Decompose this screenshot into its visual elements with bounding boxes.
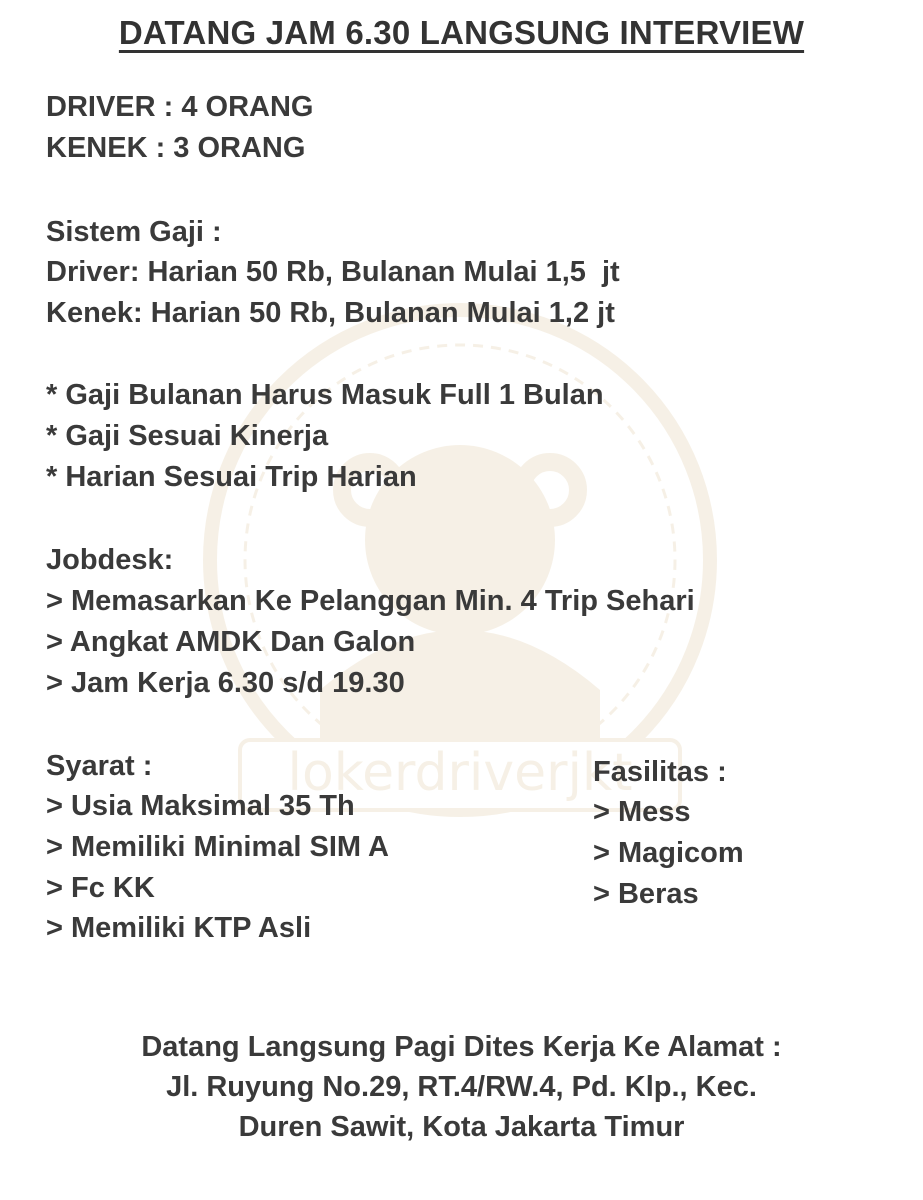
requirement-item: > Memiliki KTP Asli [46,912,312,944]
jobdesk-item: > Jam Kerja 6.30 s/d 19.30 [46,667,405,699]
salary-driver: Driver: Harian 50 Rb, Bulanan Mulai 1,5 jt [46,256,620,288]
note-item: * Harian Sesuai Trip Harian [46,461,417,493]
facility-item: > Mess [593,796,691,828]
address-city: Duren Sawit, Kota Jakarta Timur [238,1111,685,1143]
facility-item: > Magicom [593,837,744,869]
watermark-text: lokerdriverjkt [287,743,633,803]
kenek-count: KENEK : 3 ORANG [46,132,306,164]
address-intro: Datang Langsung Pagi Dites Kerja Ke Alamat : [141,1031,782,1063]
requirements-title: Syarat : [46,750,153,782]
driver-count: DRIVER : 4 ORANG [46,91,314,123]
page-title: DATANG JAM 6.30 LANGSUNG INTERVIEW [118,14,805,51]
jobdesk-item: > Memasarkan Ke Pelanggan Min. 4 Trip Sehari [46,585,695,617]
watermark-logo [200,270,720,830]
address-street: Jl. Ruyung No.29, RT.4/RW.4, Pd. Klp., Kec. [166,1071,757,1103]
facility-item: > Beras [593,878,699,910]
jobdesk-item: > Angkat AMDK Dan Galon [46,626,416,658]
salary-title: Sistem Gaji : [46,216,222,248]
requirement-item: > Fc KK [46,872,155,904]
requirement-item: > Memiliki Minimal SIM A [46,831,389,863]
requirement-item: > Usia Maksimal 35 Th [46,790,355,822]
note-item: * Gaji Bulanan Harus Masuk Full 1 Bulan [46,379,604,411]
jobdesk-title: Jobdesk: [46,544,174,576]
note-item: * Gaji Sesuai Kinerja [46,420,329,452]
salary-kenek: Kenek: Harian 50 Rb, Bulanan Mulai 1,2 jt [46,297,615,329]
facilities-title: Fasilitas : [593,756,727,788]
